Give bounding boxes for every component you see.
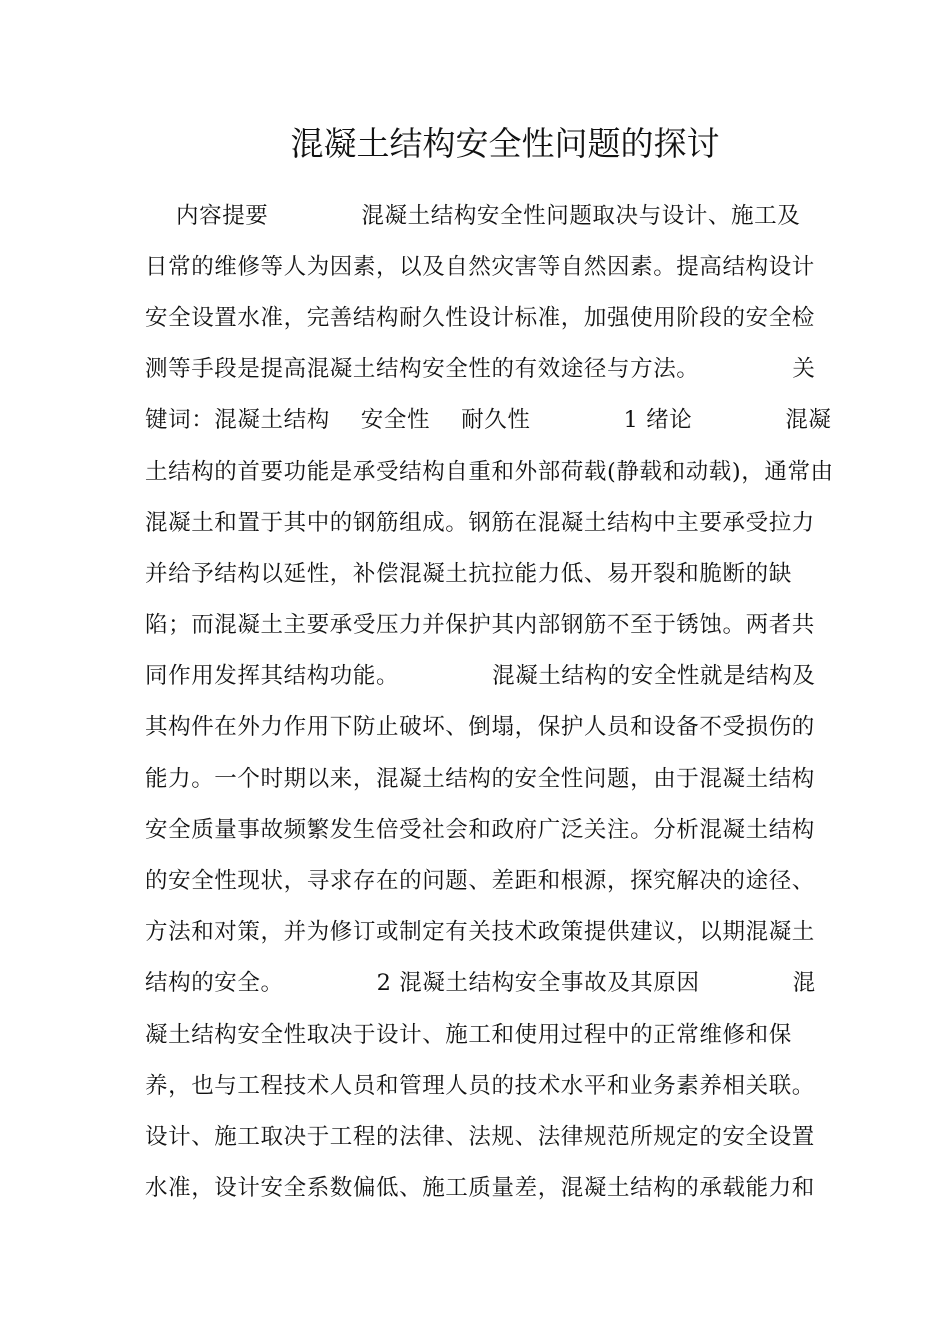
body-line: 陷；而混凝土主要承受压力并保护其内部钢筋不至于锈蚀。两者共 <box>145 612 815 638</box>
body-line: 水准，设计安全系数偏低、施工质量差，混凝土结构的承载能力和 <box>145 1175 815 1201</box>
body-line: 设计、施工取决于工程的法律、法规、法律规范所规定的安全设置 <box>145 1124 815 1150</box>
body-line: 结构的安全。 2 混凝土结构安全事故及其原因 混 <box>145 970 816 996</box>
body-line: 方法和对策，并为修订或制定有关技术政策提供建议，以期混凝土 <box>145 919 815 945</box>
body-line: 的安全性现状，寻求存在的问题、差距和根源，探究解决的途径、 <box>145 868 815 894</box>
body-line: 键词：混凝土结构 安全性 耐久性 1 绪论 混凝 <box>145 407 832 433</box>
body-line: 混凝土和置于其中的钢筋组成。钢筋在混凝土结构中主要承受拉力 <box>145 510 815 536</box>
body-line: 土结构的首要功能是承受结构自重和外部荷载(静载和动载)，通常由 <box>145 459 834 485</box>
body-line: 安全质量事故频繁发生倍受社会和政府广泛关注。分析混凝土结构 <box>145 817 815 843</box>
body-line: 日常的维修等人为因素，以及自然灾害等自然因素。提高结构设计 <box>145 254 815 280</box>
body-line: 并给予结构以延性，补偿混凝土抗拉能力低、易开裂和脆断的缺 <box>145 561 792 587</box>
body-line: 测等手段是提高混凝土结构安全性的有效途径与方法。 关 <box>145 356 816 382</box>
body-line: 同作用发挥其结构功能。 混凝土结构的安全性就是结构及 <box>145 663 816 689</box>
body-line: 凝土结构安全性取决于设计、施工和使用过程中的正常维修和保 <box>145 1022 792 1048</box>
document-title: 混凝土结构安全性问题的探讨 <box>290 124 720 163</box>
body-line: 其构件在外力作用下防止破坏、倒塌，保护人员和设备不受损伤的 <box>145 714 815 740</box>
body-line: 养，也与工程技术人员和管理人员的技术水平和业务素养相关联。 <box>145 1073 815 1099</box>
body-line: 安全设置水准，完善结构耐久性设计标准，加强使用阶段的安全检 <box>145 305 815 331</box>
body-line: 内容提要 混凝土结构安全性问题取决与设计、施工及 <box>145 203 801 229</box>
body-line: 能力。一个时期以来，混凝土结构的安全性问题，由于混凝土结构 <box>145 766 815 792</box>
